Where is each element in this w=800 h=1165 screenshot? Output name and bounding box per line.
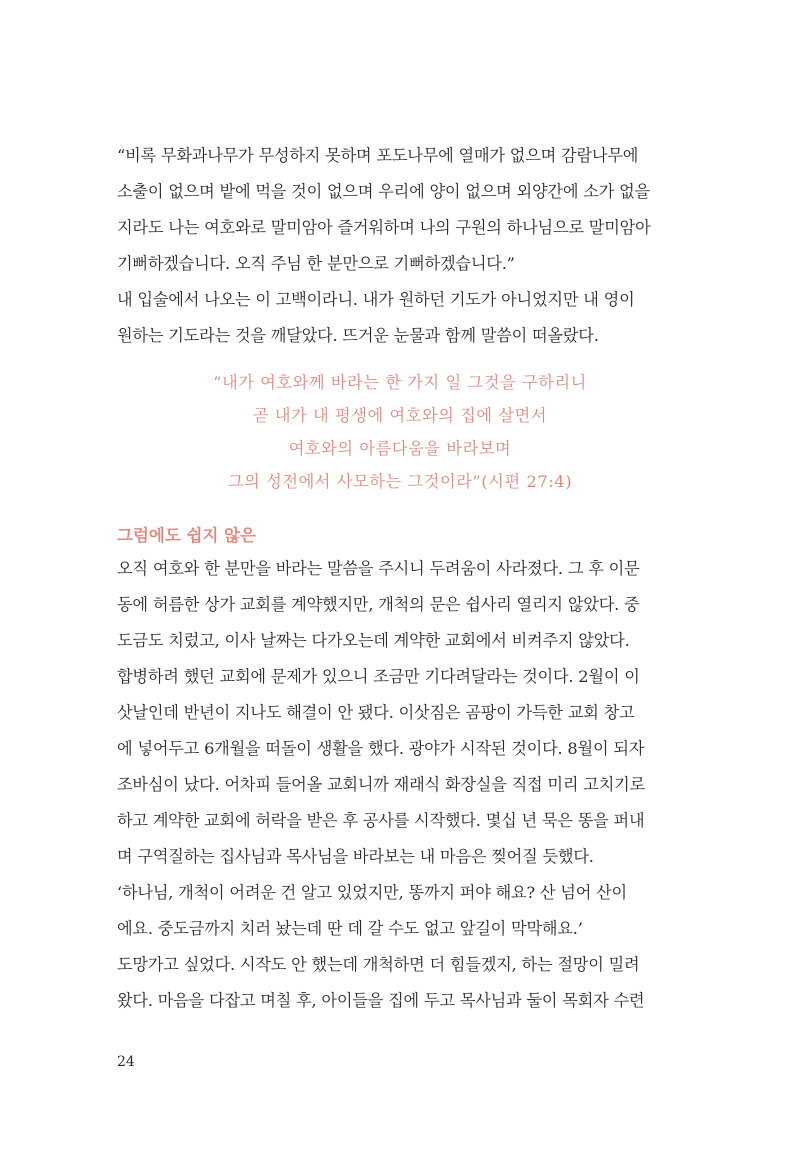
text-line: 동에 허름한 상가 교회를 계약했지만, 개척의 문은 쉽사리 열리지 않았다. 중 — [117, 595, 640, 614]
text-line: 에 넣어두고 6개월을 떠돌이 생활을 했다. 광야가 시작된 것이다. 8월이 되자 — [117, 739, 645, 758]
text-line: ‘하나님, 개척이 어려운 건 알고 있었지만, 똥까지 퍼야 해요? 산 넘어 산이 — [117, 883, 627, 902]
scripture-quote — [117, 366, 683, 498]
text-line: 합병하려 했던 교회에 문제가 있으니 조금만 기다려달라는 것이다. 2월이 이 — [117, 667, 640, 686]
text-line: 조바심이 났다. 어차피 들어올 교회니까 재래식 화장실을 직접 미리 고치기로 — [117, 775, 646, 794]
text-line: 왔다. 마음을 다잡고 며칠 후, 아이들을 집에 두고 목사님과 둘이 목회자 수련 — [117, 991, 645, 1010]
text-line: 하고 계약한 교회에 허락을 받은 후 공사를 시작했다. 몇십 년 묵은 똥을 퍼내 — [117, 811, 645, 830]
text-line: 며 구역질하는 집사님과 목사님을 바라보는 내 마음은 찢어질 듯했다. — [117, 847, 594, 866]
text-line: 도망가고 싶었다. 시작도 안 했는데 개척하면 더 힘들겠지, 하는 절망이 밀려 — [117, 955, 640, 974]
quote-line: 여호와의 아름다움을 바라보며 — [288, 439, 512, 458]
text-line: 원하는 기도라는 것을 깨달았다. 뜨거운 눈물과 함께 말씀이 떠올랐다. — [117, 326, 599, 345]
text-line: “비록 무화과나무가 무성하지 못하며 포도나무에 열매가 없으며 감람나무에 — [117, 146, 639, 165]
top-text-block — [117, 138, 683, 354]
bottom-text-block — [117, 551, 683, 1019]
text-line: 소출이 없으며 밭에 먹을 것이 없으며 우리에 양이 없으며 외양간에 소가 없을 — [117, 182, 650, 201]
quote-line: 그의 성전에서 사모하는 그것이라”(시편 27:4) — [227, 472, 573, 491]
text-line: 오직 여호와 한 분만을 바라는 말씀을 주시니 두려움이 사라졌다. 그 후 이문 — [117, 559, 640, 578]
text-line: 기뻐하겠습니다. 오직 주님 한 분만으로 기뻐하겠습니다.” — [117, 254, 515, 273]
text-line: 에요. 중도금까지 치러 놨는데 딴 데 갈 수도 없고 앞길이 막막해요.’ — [117, 919, 583, 938]
text-line: 내 입술에서 나오는 이 고백이라니. 내가 원하던 기도가 아니었지만 내 영이 — [117, 290, 635, 309]
quote-line: 곧 내가 내 평생에 여호와의 집에 살면서 — [252, 406, 548, 425]
text-line: 삿날인데 반년이 지나도 해결이 안 됐다. 이삿짐은 곰팡이 가득한 교회 창고 — [117, 703, 635, 722]
section-heading: 그럼에도 쉽지 않은 — [117, 526, 257, 545]
page-number: 24 — [117, 1054, 135, 1070]
text-line: 지라도 나는 여호와로 말미암아 즐거워하며 나의 구원의 하나님으로 말미암아 — [117, 218, 651, 237]
quote-line: “내가 여호와께 바라는 한 가지 일 그것을 구하리니 — [213, 373, 587, 392]
text-line: 도금도 치렀고, 이사 날짜는 다가오는데 계약한 교회에서 비켜주지 않았다. — [117, 631, 630, 650]
